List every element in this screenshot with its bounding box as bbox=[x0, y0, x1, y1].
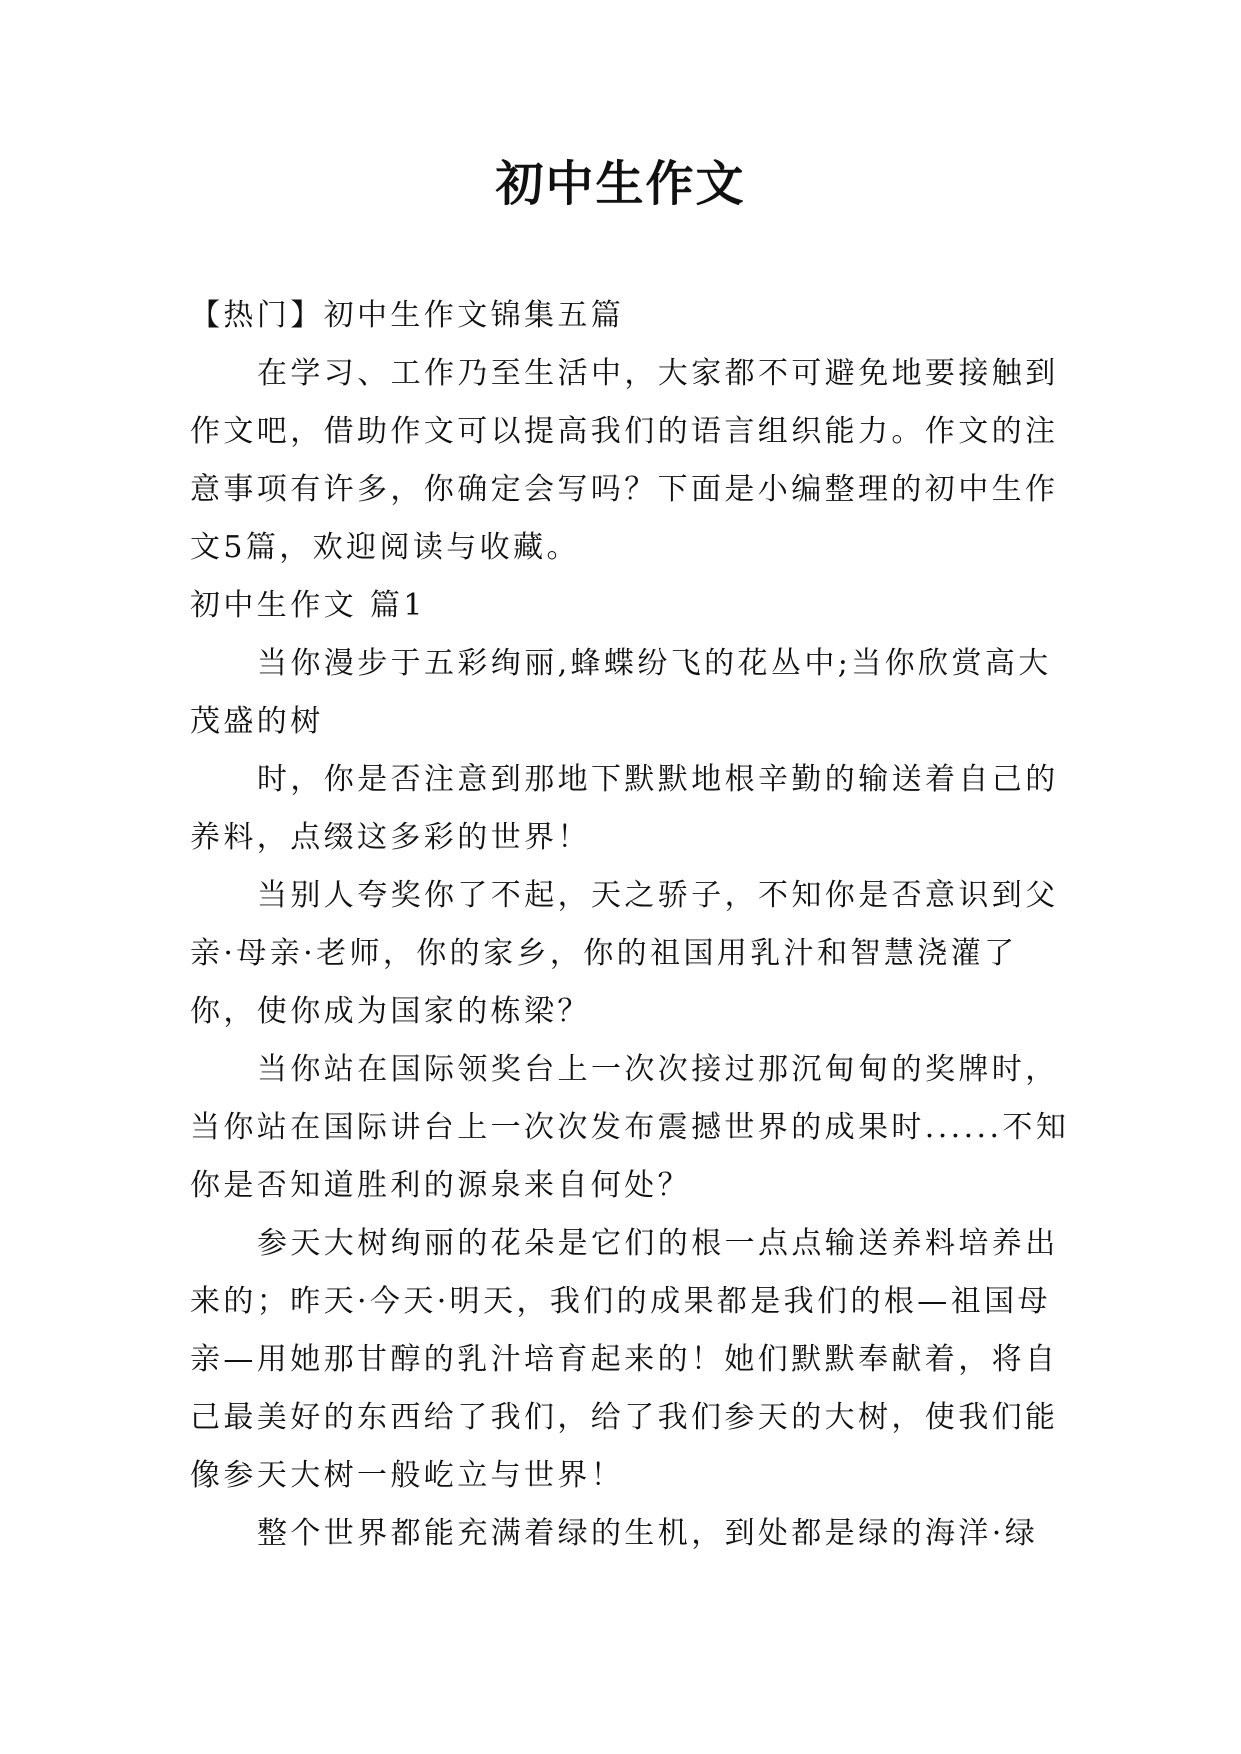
body-paragraph: 参天大树绚丽的花朵是它们的根一点点输送养料培养出来的；昨天·今天·明天，我们的成果都是我们的根—祖国母亲—用她那甘醇的乳汁培育起来的！她们默默奉献着，将自己最美好的东西给了我们，给了我们参天的大树，使我们能像参天大树一般屹立与世界！ bbox=[190, 1226, 1059, 1493]
body-paragraph: 当你站在国际领奖台上一次次接过那沉甸甸的奖牌时，当你站在国际讲台上一次次发布震撼世界的成果时......不知你是否知道胜利的源泉来自何处？ bbox=[190, 1052, 1070, 1203]
body-paragraph: 整个世界都能充满着绿的生机，到处都是绿的海洋·绿 bbox=[257, 1516, 1039, 1551]
document-body bbox=[190, 287, 1070, 1563]
document-subtitle: 【热门】初中生作文锦集五篇 bbox=[190, 298, 625, 333]
body-paragraph: 当别人夸奖你了不起，天之骄子，不知你是否意识到父亲·母亲·老师，你的家乡，你的祖国用乳汁和智慧浇灌了你，使你成为国家的栋梁？ bbox=[190, 878, 1059, 1029]
body-paragraph: 时，你是否注意到那地下默默地根辛勤的输送着自己的养料，点缀这多彩的世界！ bbox=[190, 762, 1059, 855]
document-title: 初中生作文 bbox=[495, 156, 746, 212]
section-heading: 初中生作文 篇1 bbox=[190, 588, 426, 623]
body-paragraph: 当你漫步于五彩绚丽,蜂蝶纷飞的花丛中;当你欣赏高大茂盛的树 bbox=[190, 646, 1052, 739]
intro-paragraph: 在学习、工作乃至生活中，大家都不可避免地要接触到作文吧，借助作文可以提高我们的语言组织能力。作文的注意事项有许多，你确定会写吗？下面是小编整理的初中生作文5篇，欢迎阅读与收藏。 bbox=[190, 356, 1059, 565]
